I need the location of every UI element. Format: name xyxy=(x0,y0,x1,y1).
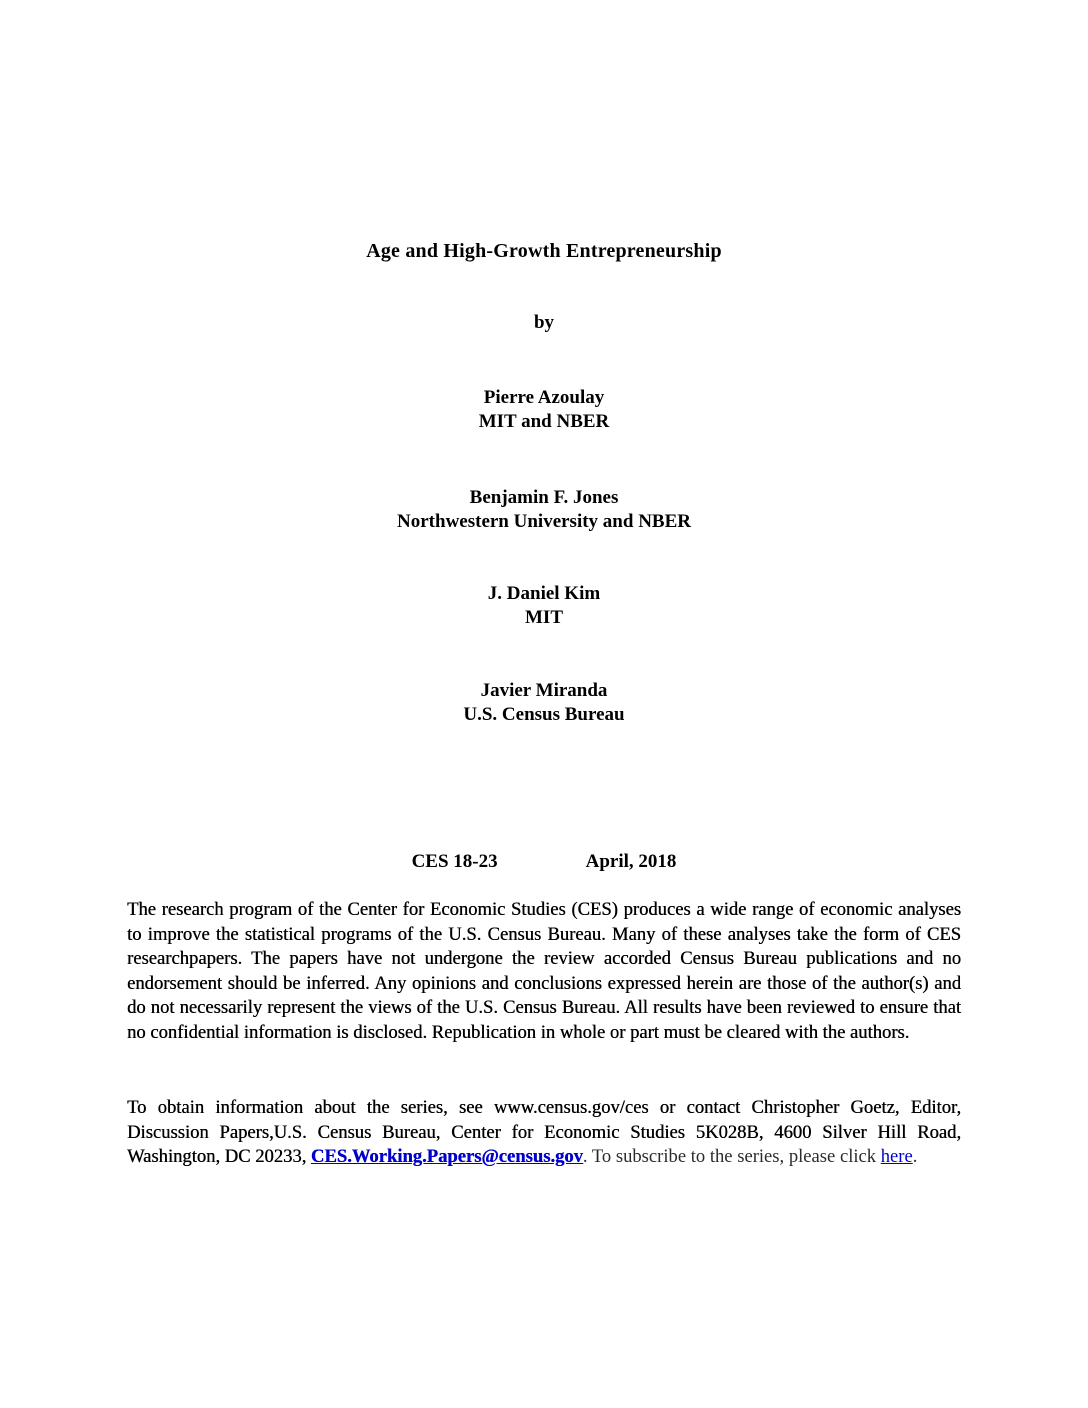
ces-working-papers-email-link[interactable]: CES.Working.Papers@census.gov xyxy=(310,1146,583,1168)
contact-paragraph xyxy=(127,1096,961,1170)
author-affiliation: Northwestern University and NBER xyxy=(397,510,691,532)
author-affiliation: MIT and NBER xyxy=(478,410,610,432)
author-name: Benjamin F. Jones xyxy=(469,487,619,508)
disclaimer-paragraph: The research program of the Center for Economic Studies (CES) produces a wide range of economic analyses to improve the statistical programs of the U.S. Census Bureau. Many of these analyses take the form of CES researchpapers. The papers have not undergone the review accorded Census Bureau publications and no endorsement should be inferred. Any opinions and conclusions expressed herein are those of the author(s) and do not necessarily represent the views of the U.S. Census Bureau. All results have been reviewed to ensure that no confidential information is disclosed. Republication in whole or part must be cleared with the authors. xyxy=(127,899,961,1043)
author-block xyxy=(0,582,1088,629)
author-name: Javier Miranda xyxy=(480,680,608,701)
series-line xyxy=(0,851,1088,873)
contact-text-after-link: . To subscribe to the series, please click xyxy=(582,1146,881,1168)
author-affiliation: MIT xyxy=(525,606,563,628)
author-name: Pierre Azoulay xyxy=(483,387,605,408)
subscribe-here-link[interactable]: here xyxy=(880,1146,913,1168)
contact-text-before-link: To obtain information about the series, see www.census.gov/ces or contact Christopher Goetz, Editor, Discussion Papers,U.S. Census Bureau, Center for Economic Studies 5K028B, 4600 Silver Hill Road, Washington, DC 20233, xyxy=(127,1097,961,1168)
author-affiliation: U.S. Census Bureau xyxy=(463,703,625,725)
author-block xyxy=(0,679,1088,726)
author-block xyxy=(0,486,1088,533)
author-name: J. Daniel Kim xyxy=(487,583,601,604)
author-block xyxy=(0,386,1088,433)
series-number: CES 18-23 xyxy=(411,851,498,872)
closing-period: . xyxy=(912,1146,918,1168)
series-date: April, 2018 xyxy=(585,851,677,872)
byline: by xyxy=(533,312,555,333)
paper-title: Age and High-Growth Entrepreneurship xyxy=(366,240,722,262)
